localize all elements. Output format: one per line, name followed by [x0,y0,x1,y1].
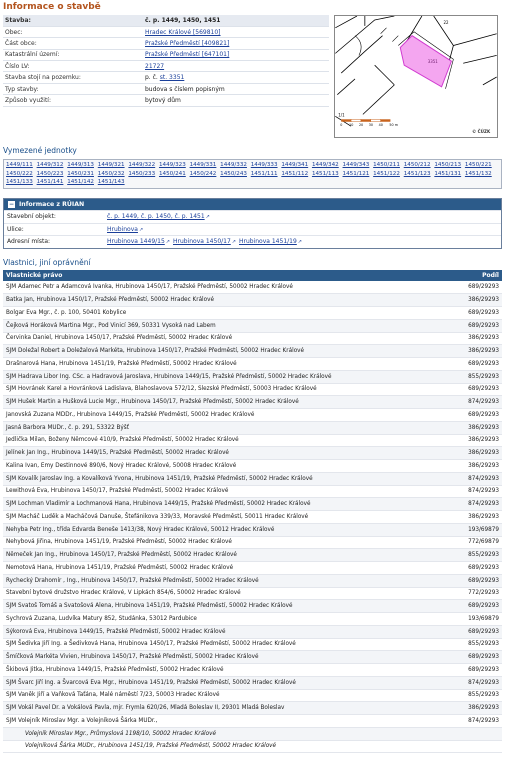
map-scale-label: 30 [368,123,374,128]
owner-name: SJM Šedivka Jiří Ing. a Šedivková Hana, Hrubinova 1450/17, Pražské Předměstí, 50002 Hradec Králové [3,638,442,651]
owner-name: Nehyba Petr Ing., třída Edvarda Beneše 1413/38, Nový Hradec Králové, 50012 Hradec Králové [3,523,442,536]
owner-row [3,523,502,536]
owner-name: Lewithová Eva, Hrubinova 1450/17, Pražské Předměstí, 50002 Hradec Králové [3,485,442,498]
info-row [3,83,329,94]
owner-row [3,447,502,460]
owner-share: 855/29293 [442,689,502,702]
info-value-link[interactable]: st. 3351 [159,74,185,82]
unit-link[interactable]: 1451/123 [403,170,431,177]
owner-row [3,676,502,689]
info-value [143,49,329,60]
owner-share: 689/29293 [442,664,502,677]
unit-link[interactable]: 1450/243 [220,170,247,177]
cadastral-map[interactable] [334,15,498,138]
unit-link[interactable]: 1449/343 [342,162,370,168]
ruian-link[interactable]: Hrubinova 1451/19 ↗ [239,238,302,245]
unit-link[interactable]: 1449/323 [158,162,186,168]
owner-name: Sýkorová Eva, Hrubinova 1449/15, Pražské Předměstí, 50002 Hradec Králové [3,625,442,638]
unit-link[interactable]: 1451/131 [434,170,462,177]
owner-share: 386/29293 [442,345,502,358]
owner-row [3,664,502,677]
owner-name: Šmíčková Markéta Vivien, Hrubinova 1450/17, Pražské Předměstí, 50002 Hradec Králové [3,651,442,664]
info-row [3,61,329,72]
owner-row [3,358,502,371]
owner-name: SJM Hušek Martin a Hušková Lucie Mgr., Hrubinova 1450/17, Pražské Předměstí, 50002 Hradec Králové [3,396,442,409]
owner-name: Sychrová Zuzana, Ludvíka Matury 852, Studánka, 53012 Pardubice [3,613,442,626]
owner-name: SJM Kovalík Jaroslav Ing. a Kovalíková Yvona, Hrubinova 1451/19, Pražské Předměstí, 50002 Hradec Králové [3,472,442,485]
owner-name: SJM Volejník Miroslav Mgr. a Volejníková Šárka MUDr., [3,715,442,728]
ruian-link[interactable]: Hrubinova 1449/15 ↗ [107,238,170,245]
owner-row [3,625,502,638]
ruian-values [107,238,305,245]
owner-share: 689/29293 [442,625,502,638]
ruian-panel [3,198,502,249]
ruian-row [4,223,501,236]
owner-name: SJM Švarc Jiří Ing. a Švarcová Eva Mgr., Hrubinova 1451/19, Pražské Předměstí, 50002 Hradec Králové [3,676,442,689]
unit-link[interactable]: 1451/113 [311,170,339,177]
owner-row [3,370,502,383]
unit-link[interactable]: 1451/122 [373,170,400,177]
collapse-minus-icon[interactable]: − [9,201,15,208]
owner-share: 689/29293 [442,358,502,371]
info-value [143,61,329,72]
owner-name: SJM Hadrava Libor Ing. CSc. a Hadravová Jaroslava, Hrubinova 1449/15, Pražské Předměstí, 50002 Hradec Králové [3,370,442,383]
info-key: Číslo LV: [3,61,143,72]
owner-name: Jedlička Milan, Boženy Němcové 410/9, Pražské Předměstí, 50002 Hradec Králové [3,434,442,447]
unit-link[interactable]: 1450/233 [128,170,156,177]
ruian-values [107,213,213,220]
map-scale-label: 50 m [389,123,398,128]
owners-header-name: Vlastnické právo [3,270,442,281]
owner-row [3,281,502,294]
info-value [143,38,329,49]
owner-row [3,472,502,485]
unit-link[interactable]: 1451/143 [97,179,125,186]
ruian-title: Informace z RÚIAN [19,201,85,208]
info-value [143,15,329,26]
owner-name: Kalina Ivan, Emy Destinnové 890/6, Nový Hradec Králové, 50008 Hradec Králové [3,460,442,473]
owner-row [3,574,502,587]
unit-link[interactable]: 1449/322 [128,162,156,168]
owner-share: 772/69879 [442,536,502,549]
owner-share: 689/29293 [442,562,502,575]
owner-name: Drašnarová Hana, Hrubinova 1451/19, Pražské Předměstí, 50002 Hradec Králové [3,358,442,371]
owner-row [3,638,502,651]
unit-link[interactable]: 1450/221 [464,162,492,168]
map-label-side: 1/1 [338,112,345,118]
owner-share: 386/29293 [442,460,502,473]
ruian-key: Ulice: [7,225,24,233]
map-parcel-label: 3351 [427,59,438,65]
info-value [143,26,329,37]
owner-share: 386/29293 [442,447,502,460]
info-key: Stavba: [3,15,143,26]
owner-row [3,421,502,434]
unit-link[interactable]: 1451/111 [250,170,278,177]
info-row [3,49,329,60]
unit-link[interactable]: 1450/212 [403,162,431,168]
owner-share: 386/29293 [442,434,502,447]
unit-link[interactable]: 1451/121 [342,170,370,177]
owner-name: Jasná Barbora MUDr., č. p. 291, 53322 Býšť [3,421,442,434]
info-value-text: bytový dům [145,96,181,104]
ruian-link[interactable]: č. p. 1449, č. p. 1450, č. p. 1451 ↗ [107,213,210,220]
info-value-link[interactable]: Pražské Předměstí [409821] [145,39,230,47]
ruian-link[interactable]: Hrubinova ↗ [107,226,143,233]
ruian-header[interactable] [4,199,501,210]
ruian-row [4,210,501,223]
unit-link[interactable]: 1450/213 [434,162,462,168]
unit-link[interactable]: 1449/331 [189,162,217,168]
owner-name: Volejník Miroslav Mgr., Průmyslová 1198/10, 50002 Hradec Králové [3,727,442,740]
map-scale-label: 10 [349,123,354,128]
owner-share: 874/29293 [442,485,502,498]
unit-link[interactable]: 1450/232 [97,170,125,177]
info-key: Typ stavby: [3,83,143,94]
owner-name: SJM Svatoš Tomáš a Svatošová Alena, Hrubinova 1451/19, Pražské Předměstí, 50002 Hradec Králové [3,600,442,613]
unit-link[interactable]: 1450/241 [158,170,186,177]
owner-name: Bolgar Eva Mgr., č. p. 100, 50401 Kobylice [3,307,442,320]
owner-share: 689/29293 [442,574,502,587]
unit-link[interactable]: 1449/341 [281,162,309,168]
building-info-table [3,15,329,107]
owner-row [3,587,502,600]
page-title: Informace o stavbě [3,2,101,12]
info-key: Část obce: [3,38,143,49]
owner-name: Stavební bytové družstvo Hradec Králové, V Lipkách 854/6, 50002 Hradec Králové [3,587,442,600]
owners-table [3,270,502,753]
ruian-key: Stavební objekt: [7,213,56,221]
owner-row [3,702,502,715]
owner-row [3,715,502,728]
info-key: Katastrální území: [3,49,143,60]
info-row [3,72,329,83]
owner-name: Čejková Horáková Martina Mgr., Pod Vinicí 369, 50331 Vysoká nad Labem [3,319,442,332]
owner-name: Němeček Jan Ing., Hrubinova 1450/17, Pražské Předměstí, 50002 Hradec Králové [3,549,442,562]
map-scale-label: 20 [358,123,364,128]
owner-row [3,485,502,498]
owner-name: SJM Hovránek Karel a Hovránková Ladislava, Blahoslavova 572/12, Slezské Předměstí, 50003 Hradec Králové [3,383,442,396]
info-row [3,26,329,37]
owner-name: Volejníková Šárka MUDr., Hrubinova 1451/19, Pražské Předměstí, 50002 Hradec Králové [3,740,442,753]
unit-link[interactable]: 1451/112 [281,170,309,177]
map-scale-label: 40 [378,123,383,128]
unit-link[interactable]: 1449/313 [67,162,94,168]
unit-link[interactable]: 1451/132 [464,170,492,177]
owner-share: 855/29293 [442,370,502,383]
info-value-text: č. p. 1449, 1450, 1451 [145,16,221,24]
owner-share: 689/29293 [442,281,502,294]
owner-share: 386/29293 [442,294,502,307]
info-value-link[interactable]: 21727 [145,62,165,70]
info-key: Obec: [3,26,143,37]
map-copyright: © ČÚZK [472,129,491,135]
owner-name: SJM Lochman Vladimír a Lochmanová Hana, Hrubinova 1449/15, Pražské Předměstí, 50002 Hradec Králové [3,498,442,511]
owner-row [3,396,502,409]
owner-share: 874/29293 [442,715,502,728]
ruian-link[interactable]: Hrubinova 1450/17 ↗ [173,238,236,245]
owner-share: 386/29293 [442,421,502,434]
owner-name: Červinka Daniel, Hrubinova 1450/17, Pražské Předměstí, 50002 Hradec Králové [3,332,442,345]
owners-title: Vlastnici, jiní oprávnění [3,258,91,267]
owner-row [3,536,502,549]
owner-row [3,511,502,524]
owner-name: SJM Vokál Pavel Dr. a Vokálová Pavla, mjr. Frymla 620/26, Mladá Boleslav II, 29301 Mladá Boleslav [3,702,442,715]
owner-row [3,319,502,332]
owner-share: 689/29293 [442,319,502,332]
owner-name: Janovská Zuzana MDDr., Hrubinova 1449/15, Pražské Předměstí, 50002 Hradec Králové [3,409,442,422]
info-key: Způsob využití: [3,95,143,106]
owner-share: 874/29293 [442,676,502,689]
unit-link[interactable]: 1449/342 [311,162,339,168]
unit-link[interactable]: 1450/223 [36,170,64,177]
parts-title: Vymezené jednotky [3,146,77,155]
owner-name: Škibová Jitka, Hrubinova 1449/15, Pražské Předměstí, 50002 Hradec Králové [3,664,442,677]
owner-name: Batka Jan, Hrubinova 1450/17, Pražské Předměstí, 50002 Hradec Králové [3,294,442,307]
owner-share: 874/29293 [442,396,502,409]
owner-row [3,651,502,664]
owners-header-row [3,270,502,281]
owner-share: 689/29293 [442,307,502,320]
owner-row [3,294,502,307]
info-value [143,95,329,106]
owner-share: 689/29293 [442,651,502,664]
owner-share: 689/29293 [442,383,502,396]
info-row [3,38,329,49]
owner-row [3,613,502,626]
owner-row [3,498,502,511]
owner-row [3,689,502,702]
owner-share: 772/29293 [442,587,502,600]
owner-row [3,332,502,345]
owner-name: Jelínek Jan Ing., Hrubinova 1449/15, Pražské Předměstí, 50002 Hradec Králové [3,447,442,460]
owner-name: SJM Macháč Luděk a Macháčová Danuše, Štefánikova 339/33, Moravské Předměstí, 50011 Hradec Králové [3,511,442,524]
info-key: Stavba stojí na pozemku: [3,72,143,83]
owner-share: 386/29293 [442,702,502,715]
ruian-values [107,226,146,233]
info-value-link[interactable]: Pražské Předměstí [647101] [145,51,230,59]
owner-share: 689/29293 [442,600,502,613]
map-scale-bar [340,119,398,127]
unit-link[interactable]: 1449/332 [220,162,247,168]
info-value-link[interactable]: Hradec Králové [569810] [145,28,221,36]
owner-share: 874/29293 [442,498,502,511]
map-scale-label: 0 [340,123,343,128]
owner-row [3,409,502,422]
owner-share: 855/29293 [442,638,502,651]
owner-row [3,434,502,447]
unit-link[interactable]: 1449/111 [6,162,33,168]
owner-name: SJM Doležal Robert a Doležalová Markéta, Hrubinova 1450/17, Pražské Předměstí, 50002 Hradec Králové [3,345,442,358]
info-value [143,83,329,94]
owner-name: Nemotová Hana, Hrubinova 1451/19, Pražské Předměstí, 50002 Hradec Králové [3,562,442,575]
owner-row [3,740,502,753]
unit-link[interactable]: 1451/141 [36,179,64,186]
owner-share: 855/29293 [442,549,502,562]
map-canvas [335,16,497,137]
info-row [3,15,329,26]
owner-name: Nehybová Jiřina, Hrubinova 1451/19, Pražské Předměstí, 50002 Hradec Králové [3,536,442,549]
info-value-text: budova s číslem popisným [145,85,225,93]
owner-share: 193/69879 [442,613,502,626]
map-label-top: 22 [443,19,449,25]
unit-link[interactable]: 1451/133 [6,179,33,186]
owner-row [3,460,502,473]
owner-name: SJM Vaněk Jiří a Vaňková Taťána, Malé náměstí 7/23, 50003 Hradec Králové [3,689,442,702]
unit-link[interactable]: 1449/321 [97,162,125,168]
unit-link[interactable]: 1450/242 [189,170,217,177]
unit-link[interactable]: 1449/312 [36,162,64,168]
owner-row [3,345,502,358]
owner-row [3,562,502,575]
owner-share [442,740,502,753]
owner-row [3,307,502,320]
ruian-row [4,235,501,248]
owner-row [3,600,502,613]
ruian-key: Adresní místa: [7,238,51,246]
owner-share: 386/29293 [442,332,502,345]
owner-share: 689/29293 [442,409,502,422]
owner-row [3,549,502,562]
owner-name: Rychecký Drahomír , Ing., Hrubinova 1450/17, Pražské Předměstí, 50002 Hradec Králové [3,574,442,587]
owner-name: SJM Adamec Petr a Adamcová Ivanka, Hrubinova 1450/17, Pražské Předměstí, 50002 Hradec Králové [3,281,442,294]
info-value [143,72,329,83]
info-value-prefix: p. č. [145,74,158,82]
owner-share: 874/29293 [442,472,502,485]
owner-row [3,727,502,740]
unit-link[interactable]: 1450/231 [67,170,94,177]
unit-link[interactable]: 1450/222 [6,170,33,177]
owner-share [442,727,502,740]
unit-link[interactable]: 1450/211 [373,162,400,168]
owners-header-share: Podíl [442,270,502,281]
owner-share: 386/29293 [442,511,502,524]
owner-share: 193/69879 [442,523,502,536]
unit-link[interactable]: 1451/142 [67,179,94,186]
units-list [3,159,502,189]
owner-row [3,383,502,396]
info-row [3,95,329,106]
unit-link[interactable]: 1449/333 [250,162,278,168]
